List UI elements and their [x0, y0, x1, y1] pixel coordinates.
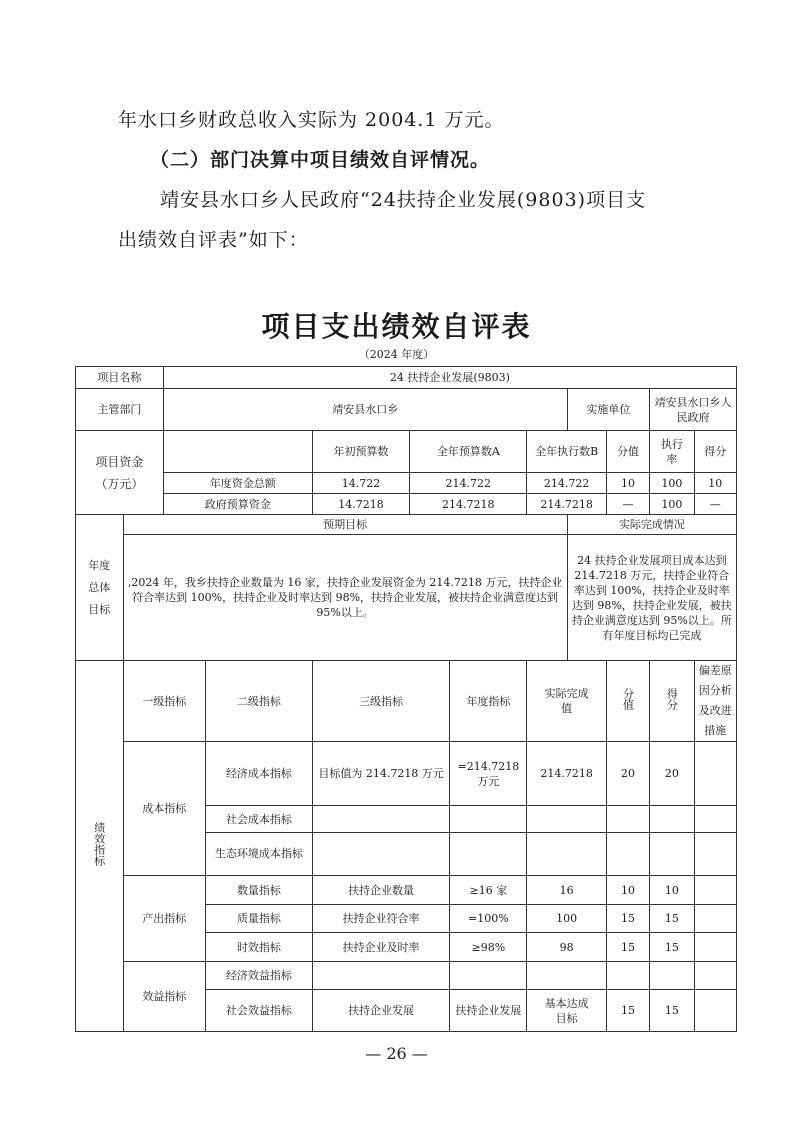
page-number: — 26 —	[365, 1044, 428, 1063]
intro-line-4: 出绩效自评表”如下：	[118, 229, 309, 251]
ind-score-value: 10	[606, 876, 649, 905]
project-name-value: 24 扶持企业发展(9803)	[163, 367, 736, 389]
goals-expected-text: ,2024 年，我乡扶持企业数量为 16 家，扶持企业发展资金为 214.7218 万元，扶持企业符合率达到 100%，扶持企业及时率达到 98%，扶持企业发展，被扶持企业满意度达到 95%以上。	[123, 535, 567, 661]
ind-level1: 产出指标	[123, 876, 205, 962]
funds-row-rate: 100	[650, 473, 694, 494]
ind-note	[694, 962, 736, 990]
funds-row-name: 年度资金总额	[163, 473, 312, 494]
ind-actual	[527, 806, 606, 833]
ind-header-score-value: 分值	[606, 661, 649, 742]
ind-level3: 扶持企业及时率	[312, 933, 449, 962]
ind-level1: 成本指标	[123, 742, 205, 876]
funds-header-executed: 全年执行数B	[527, 431, 606, 473]
indicator-row	[76, 742, 737, 806]
ind-level2: 质量指标	[206, 905, 313, 933]
ind-actual: 16	[527, 876, 606, 905]
funds-blank	[163, 431, 312, 473]
indicators-header-row	[76, 661, 737, 742]
funds-row	[76, 473, 737, 494]
ind-target: =214.7218万元	[450, 742, 527, 806]
ind-score	[650, 833, 694, 876]
ind-note	[694, 990, 736, 1032]
ind-actual: 基本达成目标	[527, 990, 606, 1032]
indicator-row	[76, 876, 737, 905]
ind-level2: 社会成本指标	[206, 806, 313, 833]
ind-score: 20	[650, 742, 694, 806]
ind-score: 10	[650, 876, 694, 905]
ind-target: ≥98%	[450, 933, 527, 962]
ind-header-score: 得分	[650, 661, 694, 742]
ind-note	[694, 806, 736, 833]
ind-level3: 目标值为 214.7218 万元	[312, 742, 449, 806]
funds-row-score-value: 10	[606, 473, 649, 494]
dept-label: 主管部门	[76, 389, 164, 431]
funds-header-row	[76, 431, 737, 473]
goals-body-row	[76, 535, 737, 661]
form-year: （2024 年度）	[358, 348, 435, 361]
funds-header-score: 得分	[694, 431, 736, 473]
ind-score-value	[606, 806, 649, 833]
section-heading: （二）部门决算中项目绩效自评情况。	[150, 149, 491, 171]
ind-actual: 98	[527, 933, 606, 962]
ind-level2: 经济成本指标	[206, 742, 313, 806]
ind-target: 扶持企业发展	[450, 990, 527, 1032]
funds-row-annual: 214.722	[410, 473, 527, 494]
ind-note	[694, 833, 736, 876]
ind-score	[650, 806, 694, 833]
ind-score: 15	[650, 905, 694, 933]
ind-score-value	[606, 833, 649, 876]
ind-level3	[312, 833, 449, 876]
ind-note	[694, 905, 736, 933]
ind-level2: 时效指标	[206, 933, 313, 962]
funds-row-executed: 214.7218	[527, 494, 606, 515]
goals-label: 年度总体目标	[76, 515, 124, 661]
ind-target	[450, 962, 527, 990]
project-name-row	[76, 367, 737, 389]
intro-line-1: 年水口乡财政总收入实际为 2004.1 万元。	[118, 109, 505, 131]
ind-score-value: 20	[606, 742, 649, 806]
funds-row-score: 10	[694, 473, 736, 494]
funds-header-annual: 全年预算数A	[410, 431, 527, 473]
ind-header-actual: 实际完成值	[527, 661, 606, 742]
funds-row	[76, 494, 737, 515]
funds-row-executed: 214.722	[527, 473, 606, 494]
goals-expected-header: 预期目标	[123, 515, 567, 535]
goals-header-row	[76, 515, 737, 535]
indicators-label: 绩效指标	[76, 661, 124, 1032]
ind-target: =100%	[450, 905, 527, 933]
ind-actual: 214.7218	[527, 742, 606, 806]
ind-level2: 数量指标	[206, 876, 313, 905]
ind-level3: 扶持企业发展	[312, 990, 449, 1032]
form-title: 项目支出绩效自评表	[261, 310, 532, 343]
funds-row-score: —	[694, 494, 736, 515]
performance-table	[75, 366, 737, 1032]
funds-row-score-value: —	[606, 494, 649, 515]
ind-target: ≥16 家	[450, 876, 527, 905]
dept-row	[76, 389, 737, 431]
ind-header-target: 年度指标	[450, 661, 527, 742]
ind-level3: 扶持企业数量	[312, 876, 449, 905]
ind-score-value: 15	[606, 905, 649, 933]
intro-line-3: 靖安县水口乡人民政府“24扶持企业发展(9803)项目支	[160, 189, 647, 211]
ind-header-note: 偏差原因分析及改进措施	[694, 661, 736, 742]
ind-level1: 效益指标	[123, 962, 205, 1032]
funds-header-initial: 年初预算数	[312, 431, 409, 473]
ind-actual: 100	[527, 905, 606, 933]
funds-label: 项目资金（万元）	[76, 431, 164, 515]
ind-note	[694, 742, 736, 806]
ind-score-value: 15	[606, 990, 649, 1032]
impl-value: 靖安县水口乡人民政府	[650, 389, 737, 431]
ind-target	[450, 806, 527, 833]
ind-level3: 扶持企业符合率	[312, 905, 449, 933]
funds-row-initial: 14.722	[312, 473, 409, 494]
funds-row-rate: 100	[650, 494, 694, 515]
dept-value: 靖安县水口乡	[163, 389, 567, 431]
ind-score: 15	[650, 933, 694, 962]
ind-note	[694, 876, 736, 905]
ind-target	[450, 833, 527, 876]
indicator-row	[76, 962, 737, 990]
ind-level2: 经济效益指标	[206, 962, 313, 990]
ind-score-value	[606, 962, 649, 990]
ind-level2: 生态环境成本指标	[206, 833, 313, 876]
ind-actual	[527, 962, 606, 990]
ind-note	[694, 933, 736, 962]
funds-header-rate: 执行率	[650, 431, 694, 473]
impl-label: 实施单位	[567, 389, 649, 431]
funds-header-score-value: 分值	[606, 431, 649, 473]
ind-level2: 社会效益指标	[206, 990, 313, 1032]
goals-actual-header: 实际完成情况	[567, 515, 736, 535]
ind-header-level1: 一级指标	[123, 661, 205, 742]
ind-actual	[527, 833, 606, 876]
ind-level3	[312, 962, 449, 990]
ind-header-level2: 二级指标	[206, 661, 313, 742]
ind-score	[650, 962, 694, 990]
ind-header-level3: 三级指标	[312, 661, 449, 742]
funds-row-initial: 14.7218	[312, 494, 409, 515]
goals-actual-text: 24 扶持企业发展项目成本达到 214.7218 万元，扶持企业符合率达到 100%，扶持企业及时率达到 98%，扶持企业发展，被扶持企业满意度达到 95%以上。所有年度目标均已完成	[567, 535, 736, 661]
ind-score-value: 15	[606, 933, 649, 962]
project-name-label: 项目名称	[76, 367, 164, 389]
ind-level3	[312, 806, 449, 833]
funds-row-name: 政府预算资金	[163, 494, 312, 515]
ind-score: 15	[650, 990, 694, 1032]
funds-row-annual: 214.7218	[410, 494, 527, 515]
